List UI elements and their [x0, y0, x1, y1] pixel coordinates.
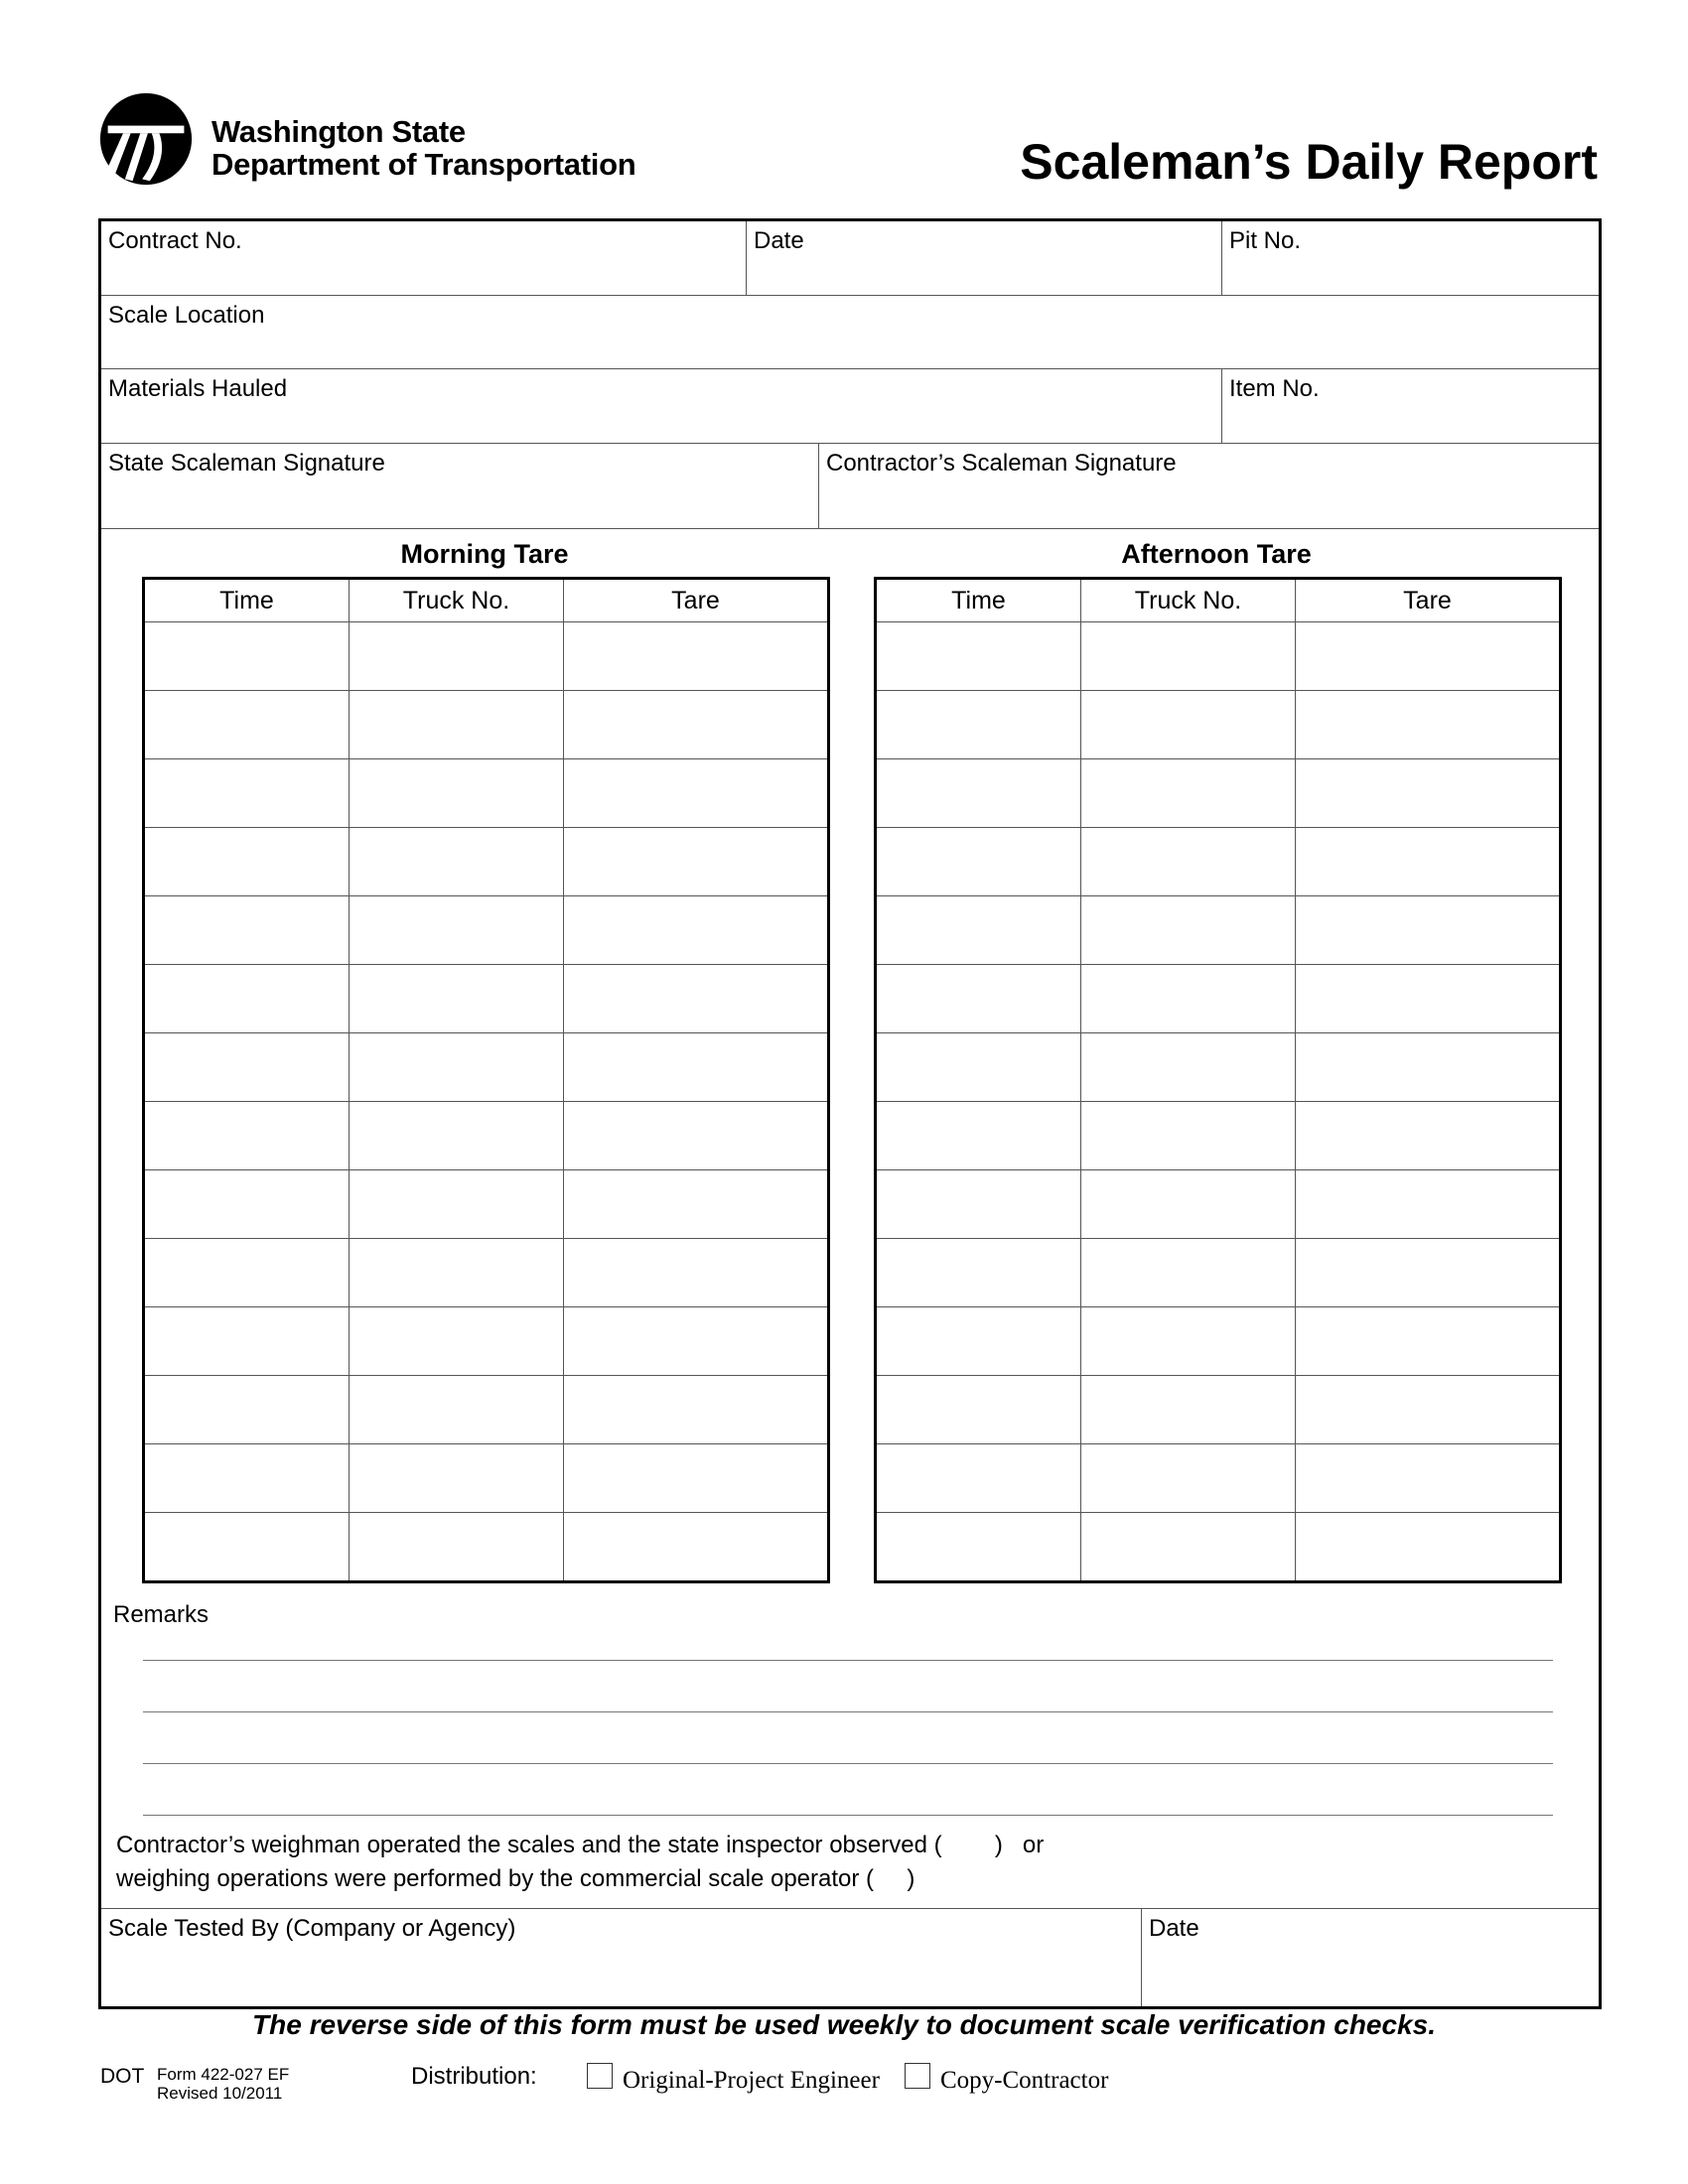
contractor-signature-field[interactable] [819, 444, 1599, 528]
agency-line-2: Department of Transportation [211, 147, 636, 182]
time-cell[interactable] [876, 1239, 1081, 1307]
table-row [876, 622, 1561, 691]
truck-no-cell[interactable] [1081, 1033, 1296, 1102]
time-cell[interactable] [876, 896, 1081, 965]
truck-no-column-header: Truck No. [350, 579, 564, 622]
state-signature-field[interactable] [101, 444, 818, 528]
table-row [144, 1513, 829, 1582]
time-cell[interactable] [144, 622, 350, 691]
tare-cell[interactable] [564, 1170, 829, 1239]
time-cell[interactable] [144, 828, 350, 896]
tare-cell[interactable] [564, 759, 829, 828]
contractor-signature-label: Contractor’s Scaleman Signature [826, 450, 1177, 477]
tare-cell[interactable] [564, 622, 829, 691]
date-field[interactable] [747, 221, 1222, 295]
tare-cell[interactable] [1296, 1444, 1561, 1513]
tare-cell[interactable] [1296, 622, 1561, 691]
remarks-line[interactable] [143, 1815, 1553, 1816]
table-row [876, 1513, 1561, 1582]
tare-cell[interactable] [1296, 759, 1561, 828]
table-row [144, 1170, 829, 1239]
time-cell[interactable] [144, 1033, 350, 1102]
truck-no-cell[interactable] [350, 896, 564, 965]
table-row [144, 828, 829, 896]
table-row [876, 965, 1561, 1033]
time-column-header: Time [144, 579, 350, 622]
time-cell[interactable] [144, 965, 350, 1033]
table-row [144, 965, 829, 1033]
truck-no-cell[interactable] [350, 1239, 564, 1307]
truck-no-cell[interactable] [350, 1307, 564, 1376]
tare-column-header: Tare [1296, 579, 1561, 622]
time-cell[interactable] [876, 759, 1081, 828]
report-form [98, 218, 1602, 2009]
time-cell[interactable] [144, 896, 350, 965]
time-cell[interactable] [144, 1307, 350, 1376]
time-cell[interactable] [144, 1170, 350, 1239]
revised-date: Revised 10/2011 [157, 2084, 283, 2103]
remarks-line[interactable] [143, 1711, 1553, 1712]
tare-cell[interactable] [564, 965, 829, 1033]
morning-tare-title: Morning Tare [400, 539, 569, 569]
time-cell[interactable] [144, 1444, 350, 1513]
original-project-engineer-label: Original-Project Engineer [623, 2067, 880, 2094]
form-number [157, 2065, 289, 2103]
truck-no-cell[interactable] [350, 759, 564, 828]
truck-no-cell[interactable] [350, 622, 564, 691]
dot-label: DOT [100, 2065, 145, 2088]
agency-line-1: Washington State [211, 114, 466, 149]
tare-cell[interactable] [1296, 965, 1561, 1033]
truck-no-cell[interactable] [1081, 1444, 1296, 1513]
divider [1221, 221, 1222, 295]
copy-contractor-checkbox[interactable] [905, 2063, 930, 2089]
tare-cell[interactable] [564, 1102, 829, 1170]
tare-cell[interactable] [564, 1307, 829, 1376]
truck-no-cell[interactable] [1081, 759, 1296, 828]
time-cell[interactable] [876, 622, 1081, 691]
truck-no-cell[interactable] [350, 1102, 564, 1170]
scale-test-date-label: Date [1149, 1915, 1199, 1942]
time-cell[interactable] [876, 1513, 1081, 1582]
distribution-label: Distribution: [411, 2063, 537, 2090]
truck-no-cell[interactable] [350, 965, 564, 1033]
item-no-field[interactable] [1222, 369, 1599, 443]
table-row [144, 691, 829, 759]
truck-no-cell[interactable] [1081, 896, 1296, 965]
contract-no-field[interactable] [101, 221, 747, 295]
item-no-label: Item No. [1229, 375, 1320, 402]
divider [818, 443, 819, 528]
time-cell[interactable] [876, 1307, 1081, 1376]
weighman-statement-line-1: Contractor’s weighman operated the scales and the state inspector observed ( ) or [116, 1832, 1045, 1858]
table-row [144, 1376, 829, 1444]
pit-no-field[interactable] [1222, 221, 1599, 295]
tare-cell[interactable] [1296, 1376, 1561, 1444]
truck-no-cell[interactable] [1081, 1102, 1296, 1170]
table-row [876, 1102, 1561, 1170]
scale-test-date-field[interactable] [1142, 1909, 1599, 2006]
scale-location-label: Scale Location [108, 302, 265, 329]
table-row [876, 828, 1561, 896]
tare-cell[interactable] [1296, 896, 1561, 965]
table-row [876, 1444, 1561, 1513]
table-row [876, 1033, 1561, 1102]
weighman-statement-line-2: weighing operations were performed by the commercial scale operator ( ) [116, 1865, 915, 1892]
tare-cell[interactable] [1296, 1307, 1561, 1376]
time-cell[interactable] [876, 691, 1081, 759]
pit-no-label: Pit No. [1229, 227, 1302, 254]
truck-no-cell[interactable] [1081, 1513, 1296, 1582]
divider [101, 528, 1599, 529]
time-cell[interactable] [876, 1170, 1081, 1239]
tare-cell[interactable] [564, 828, 829, 896]
copy-contractor-label: Copy-Contractor [940, 2067, 1109, 2094]
tare-cell[interactable] [564, 1033, 829, 1102]
morning-tare-table [142, 577, 830, 1583]
materials-hauled-field[interactable] [101, 369, 1221, 443]
table-row [144, 1307, 829, 1376]
truck-no-cell[interactable] [350, 1033, 564, 1102]
truck-no-cell[interactable] [1081, 965, 1296, 1033]
truck-no-cell[interactable] [350, 1513, 564, 1582]
tare-cell[interactable] [1296, 1513, 1561, 1582]
time-cell[interactable] [144, 1102, 350, 1170]
scale-tested-by-field[interactable] [101, 1909, 1141, 2006]
remarks-line[interactable] [143, 1660, 1553, 1661]
truck-no-cell[interactable] [350, 1444, 564, 1513]
state-signature-label: State Scaleman Signature [108, 450, 385, 477]
time-cell[interactable] [876, 1033, 1081, 1102]
table-row [144, 1102, 829, 1170]
truck-no-cell[interactable] [350, 691, 564, 759]
table-row [876, 691, 1561, 759]
table-row [144, 1239, 829, 1307]
time-cell[interactable] [876, 1376, 1081, 1444]
tare-cell[interactable] [564, 1376, 829, 1444]
page-header [98, 87, 1598, 199]
tare-cell[interactable] [1296, 1102, 1561, 1170]
time-cell[interactable] [144, 691, 350, 759]
table-row [876, 896, 1561, 965]
form-footer [100, 2057, 1610, 2116]
table-row [144, 1033, 829, 1102]
agency-name [211, 115, 635, 181]
time-cell[interactable] [144, 759, 350, 828]
afternoon-tare-table [874, 577, 1562, 1583]
tare-cell[interactable] [1296, 828, 1561, 896]
table-row [876, 759, 1561, 828]
truck-no-cell[interactable] [1081, 1170, 1296, 1239]
time-cell[interactable] [144, 1513, 350, 1582]
remarks-line[interactable] [143, 1763, 1553, 1764]
truck-no-column-header: Truck No. [1081, 579, 1296, 622]
table-row [876, 1376, 1561, 1444]
tare-cell[interactable] [564, 1239, 829, 1307]
time-cell[interactable] [144, 1239, 350, 1307]
contract-no-label: Contract No. [108, 227, 242, 254]
truck-no-cell[interactable] [350, 1376, 564, 1444]
tare-cell[interactable] [564, 1444, 829, 1513]
page-title: Scaleman’s Daily Report [1020, 134, 1598, 190]
scale-tested-by-label: Scale Tested By (Company or Agency) [108, 1915, 516, 1942]
tare-cell[interactable] [1296, 1239, 1561, 1307]
truck-no-cell[interactable] [350, 1170, 564, 1239]
wsdot-logo-icon [98, 91, 194, 187]
original-project-engineer-checkbox[interactable] [587, 2063, 613, 2089]
scale-location-field[interactable] [101, 296, 1599, 368]
table-row [144, 1444, 829, 1513]
truck-no-cell[interactable] [350, 828, 564, 896]
time-cell[interactable] [876, 828, 1081, 896]
table-row [144, 622, 829, 691]
table-row [876, 1307, 1561, 1376]
table-row [144, 759, 829, 828]
truck-no-cell[interactable] [1081, 1376, 1296, 1444]
truck-no-cell[interactable] [1081, 691, 1296, 759]
reverse-side-note: The reverse side of this form must be used weekly to document scale verification checks. [252, 2009, 1436, 2040]
tare-cell[interactable] [1296, 1033, 1561, 1102]
table-row [876, 1170, 1561, 1239]
time-cell[interactable] [876, 1102, 1081, 1170]
remarks-label: Remarks [113, 1601, 210, 1628]
truck-no-cell[interactable] [1081, 1239, 1296, 1307]
tare-cell[interactable] [564, 1513, 829, 1582]
time-cell[interactable] [144, 1376, 350, 1444]
tare-cell[interactable] [1296, 1170, 1561, 1239]
divider [1141, 1908, 1142, 2006]
tare-cell[interactable] [564, 896, 829, 965]
tare-cell[interactable] [1296, 691, 1561, 759]
table-row [876, 1239, 1561, 1307]
table-row [144, 896, 829, 965]
date-label: Date [754, 227, 804, 254]
truck-no-cell[interactable] [1081, 622, 1296, 691]
form-number-text: Form 422-027 EF [157, 2065, 290, 2084]
time-column-header: Time [876, 579, 1081, 622]
materials-hauled-label: Materials Hauled [108, 375, 288, 402]
tare-cell[interactable] [564, 691, 829, 759]
truck-no-cell[interactable] [1081, 828, 1296, 896]
divider [1221, 368, 1222, 443]
divider [746, 221, 747, 295]
afternoon-tare-title: Afternoon Tare [1121, 539, 1312, 569]
time-cell[interactable] [876, 1444, 1081, 1513]
tare-column-header: Tare [564, 579, 829, 622]
truck-no-cell[interactable] [1081, 1307, 1296, 1376]
time-cell[interactable] [876, 965, 1081, 1033]
